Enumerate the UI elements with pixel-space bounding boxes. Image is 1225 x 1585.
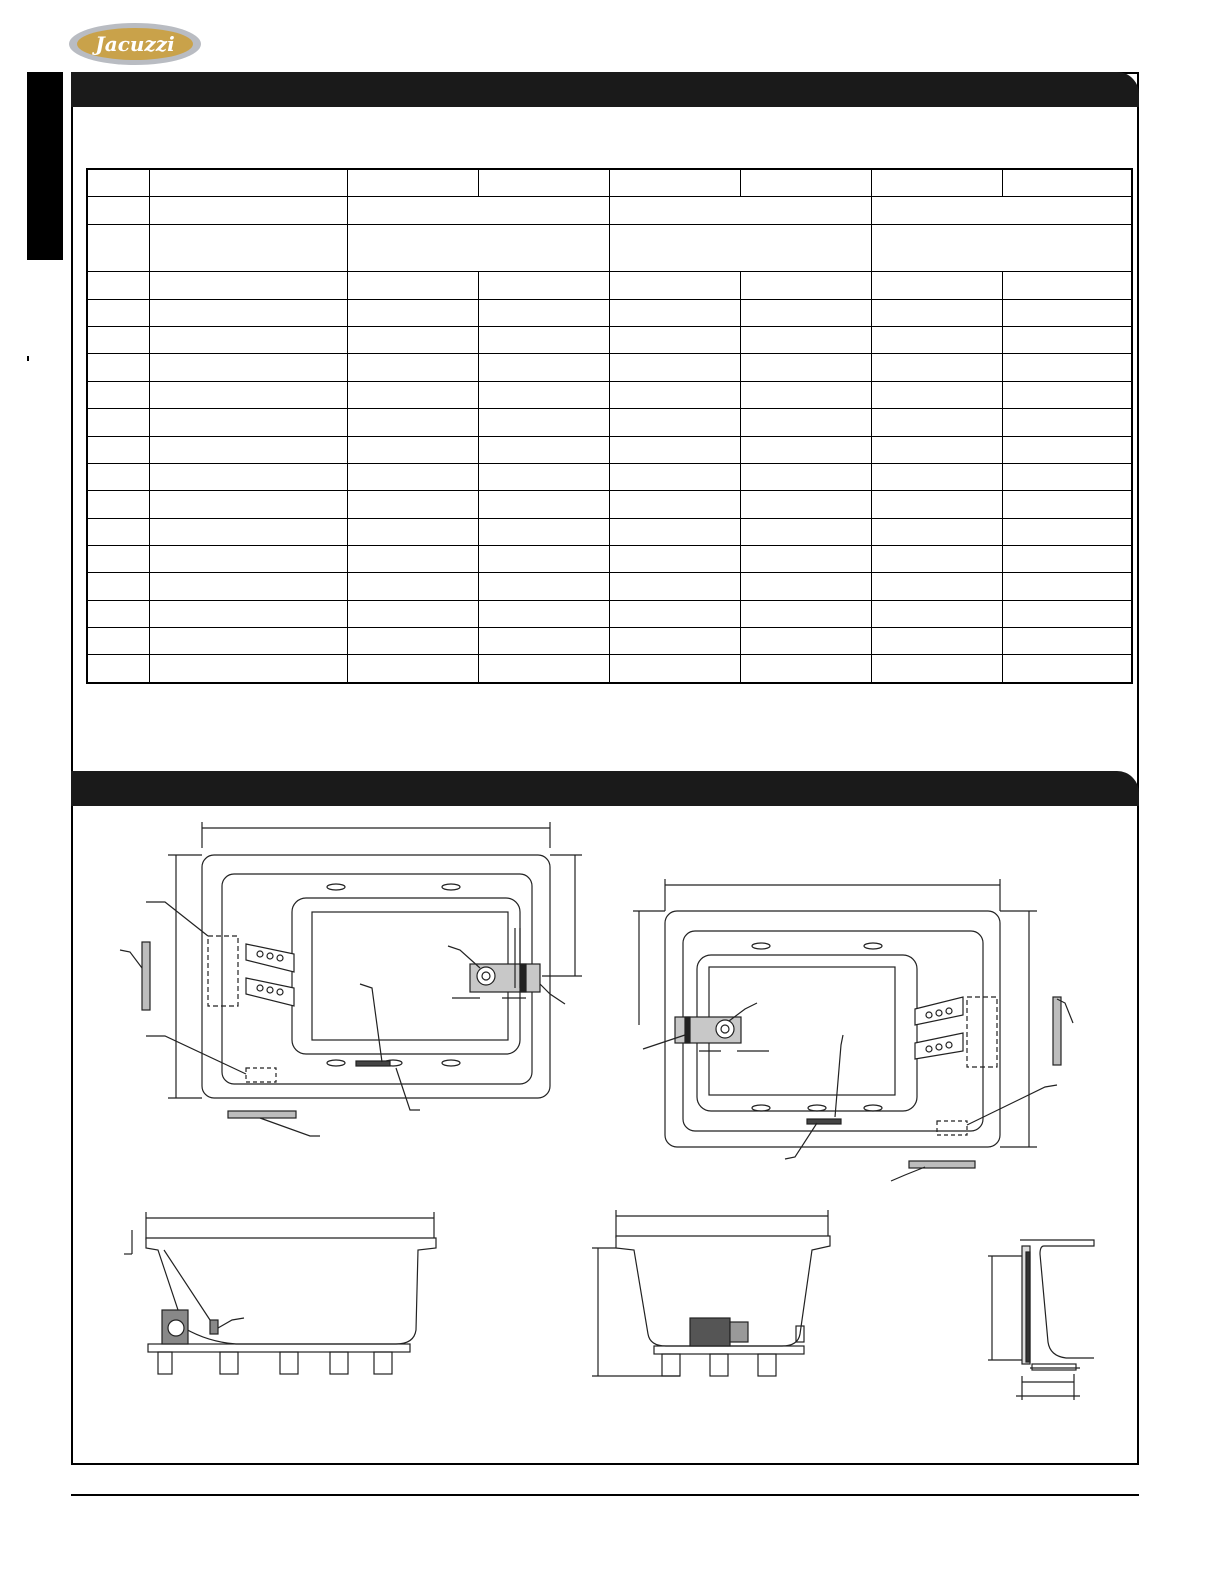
- rim-detail-section: [984, 1232, 1104, 1408]
- table-row: [87, 600, 1132, 627]
- table-row: [87, 224, 1132, 272]
- footer-rule: [71, 1494, 1139, 1496]
- table-row: [87, 327, 1132, 354]
- table-row: [87, 197, 1132, 224]
- table-row: [87, 573, 1132, 600]
- side-tick-mark: [27, 356, 29, 361]
- end-elevation-middle: [590, 1208, 840, 1380]
- jacuzzi-logo: [68, 22, 202, 66]
- spec-table: [86, 168, 1133, 684]
- section-side-tab: [27, 72, 63, 260]
- specifications-banner: [71, 72, 1139, 107]
- dimensions-banner: [71, 771, 1139, 806]
- table-row: [87, 354, 1132, 381]
- plan-view-left: [110, 818, 590, 1148]
- table-row: [87, 169, 1132, 197]
- table-row: [87, 299, 1132, 326]
- table-row: [87, 491, 1132, 518]
- logo-text: Jacuzzi: [95, 32, 175, 56]
- table-row: [87, 381, 1132, 408]
- table-row: [87, 628, 1132, 655]
- table-row: [87, 463, 1132, 490]
- table-row: [87, 409, 1132, 436]
- side-elevation-left: [120, 1210, 450, 1380]
- table-row: [87, 272, 1132, 299]
- plan-view-right: [625, 875, 1085, 1195]
- table-row: [87, 518, 1132, 545]
- table-row: [87, 436, 1132, 463]
- table-row: [87, 545, 1132, 572]
- table-row: [87, 655, 1132, 683]
